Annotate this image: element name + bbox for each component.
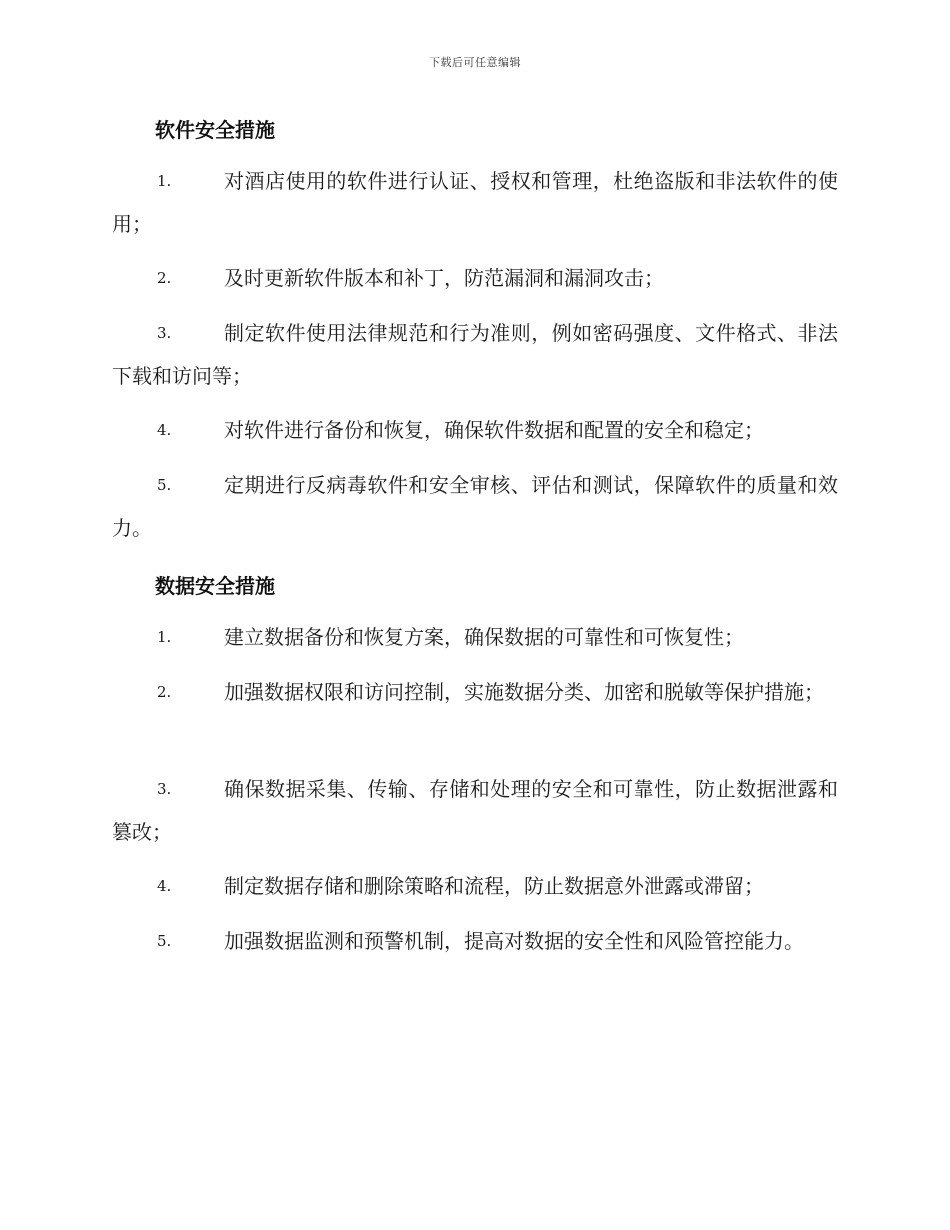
list-item-text: 对酒店使用的软件进行认证、授权和管理，杜绝盗版和非法软件的使用； (112, 169, 838, 236)
list-item (112, 257, 838, 300)
list-item (112, 409, 838, 452)
list-item-text: 制定软件使用法律规范和行为准则，例如密码强度、文件格式、非法下载和访问等； (112, 321, 838, 388)
list-item-text: 及时更新软件版本和补丁，防范漏洞和漏洞攻击； (224, 266, 664, 290)
list-item-number: 3. (157, 324, 172, 342)
list-item-number: 4. (157, 421, 172, 439)
list-item (112, 616, 838, 659)
list-item-number: 2. (157, 683, 172, 701)
list-item-number: 4. (157, 877, 172, 895)
list-item (112, 312, 838, 398)
list-item-text: 定期进行反病毒软件和安全审核、评估和测试，保障软件的质量和效力。 (112, 473, 838, 540)
list-item-number: 5. (157, 476, 172, 494)
list-item-number: 3. (157, 780, 172, 798)
list-item-number: 1. (157, 628, 172, 646)
list-item-text: 建立数据备份和恢复方案，确保数据的可靠性和可恢复性； (224, 625, 744, 649)
list-item (112, 671, 838, 714)
list-item-text: 加强数据权限和访问控制，实施数据分类、加密和脱敏等保护措施； (224, 680, 824, 704)
list-item (112, 920, 838, 963)
list-item-number: 2. (157, 269, 172, 287)
list-item-text: 确保数据采集、传输、存储和处理的安全和可靠性，防止数据泄露和篡改； (112, 777, 838, 844)
list-item-text: 制定数据存储和删除策略和流程，防止数据意外泄露或滞留； (224, 874, 764, 898)
list-item (112, 160, 838, 246)
list-item (112, 768, 838, 854)
list-item-text: 对软件进行备份和恢复，确保软件数据和配置的安全和稳定； (224, 418, 764, 442)
section-title-data: 数据安全措施 (155, 574, 275, 598)
list-item-number: 1. (157, 172, 172, 190)
page-header-note: 下载后可任意编辑 (429, 56, 521, 69)
list-item (112, 464, 838, 550)
list-item (112, 865, 838, 908)
list-item-number: 5. (157, 932, 172, 950)
list-item-text: 加强数据监测和预警机制，提高对数据的安全性和风险管控能力。 (224, 929, 804, 953)
section-title-software: 软件安全措施 (155, 118, 275, 142)
